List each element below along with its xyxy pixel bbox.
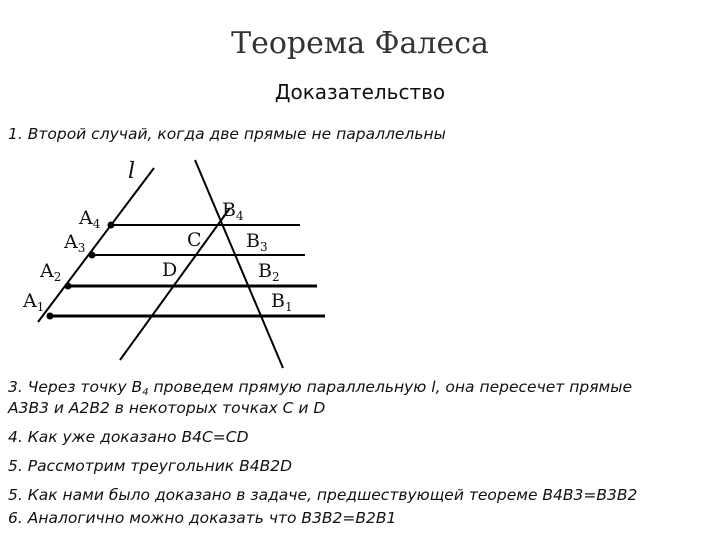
label-c: C [187, 229, 202, 251]
point-a2 [65, 283, 72, 290]
label-b2: $B_2$ [258, 260, 280, 284]
label-a2: $A_2$ [40, 260, 62, 284]
step-4: 4. Как уже доказано B4C=CD [8, 428, 249, 446]
line-b4-parallel-l [120, 208, 230, 360]
step-6: 6. Аналогично можно доказать что B3B2=B2B1 [8, 509, 397, 527]
step-3-line2: A3B3 и A2B2 в некоторых точках C и D [8, 399, 326, 417]
label-b1: $B_1$ [271, 290, 293, 314]
line-l [38, 168, 154, 322]
label-a4: $A_4$ [79, 207, 101, 231]
step-1: 1. Второй случай, когда две прямые не параллельны [8, 125, 446, 143]
label-a1: $A_1$ [23, 290, 45, 314]
point-a1 [47, 313, 54, 320]
step-3: 3. Через точку $B_4$ проведем прямую параллельную l, она пересечет прямые [8, 378, 632, 398]
label-d: D [162, 259, 178, 281]
label-b3: $B_3$ [246, 230, 268, 254]
label-b4: $B_4$ [222, 199, 244, 223]
step-5b: 5. Как нами было доказано в задаче, предшествующей теореме B4B3=B3B2 [8, 486, 638, 504]
point-a3 [89, 252, 96, 259]
thales-diagram [0, 150, 720, 375]
label-l: l [128, 159, 136, 184]
step-5a: 5. Рассмотрим треугольник B4B2D [8, 457, 293, 475]
label-a3: $A_3$ [64, 231, 86, 255]
point-a4 [108, 222, 115, 229]
slide-title: Теорема Фалеса [231, 26, 489, 61]
slide-subtitle: Доказательство [274, 80, 446, 104]
